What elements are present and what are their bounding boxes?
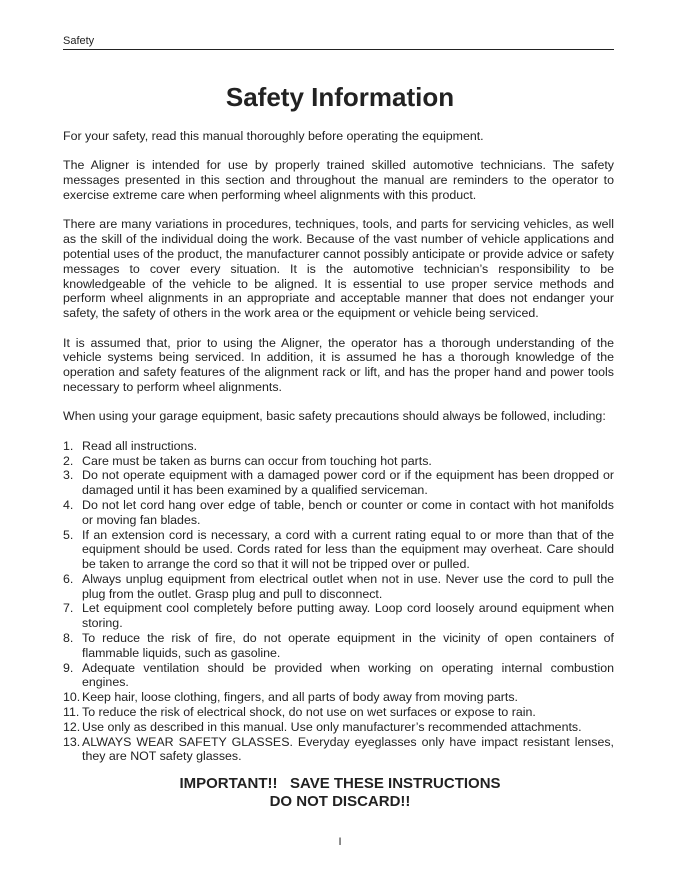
list-item [63, 439, 614, 454]
list-item [63, 572, 614, 602]
list-item [63, 468, 614, 498]
list-item-number: 7. [63, 601, 74, 616]
list-item-text: To reduce the risk of electrical shock, do not use on wet surfaces or expose to rain. [82, 705, 536, 720]
list-item-text: ALWAYS WEAR SAFETY GLASSES. Everyday eyeglasses only have impact resistant lenses, they are NOT safety glasses. [82, 734, 614, 764]
list-item-number: 1. [63, 438, 74, 453]
list-item-text: Do not let cord hang over edge of table, bench or counter or come in contact with hot manifolds or moving fan blades. [82, 497, 614, 527]
list-item-text: Let equipment cool completely before putting away. Loop cord loosely around equipment when storing. [82, 601, 614, 631]
page-title: Safety Information [225, 82, 455, 112]
list-item-number: 3. [63, 468, 74, 483]
list-item-text: Do not operate equipment with a damaged power cord or if the equipment has been dropped or damaged until it has been examined by a qualified serviceman. [82, 468, 614, 498]
list-item-number: 12. [63, 719, 81, 734]
list-item-text: Always unplug equipment from electrical outlet when not in use. Never use the cord to pull the plug from the outlet. Grasp plug and pull to disconnect. [82, 571, 614, 601]
list-item [63, 735, 614, 765]
list-item [63, 454, 614, 469]
list-item-number: 6. [63, 571, 74, 586]
list-item-number: 5. [63, 527, 74, 542]
intended-use-paragraph: The Aligner is intended for use by properly trained skilled automotive technicians. The safety messages presented in this section and throughout the manual are reminders to the operator to exercise extreme care when performing wheel alignments with this product. [63, 158, 614, 202]
important-notice [0, 775, 680, 811]
page-number: I [338, 836, 342, 848]
important-notice-line-1: IMPORTANT!! SAVE THESE INSTRUCTIONS [179, 775, 501, 792]
assumptions-paragraph: It is assumed that, prior to using the Aligner, the operator has a thorough understanding of the vehicle systems being serviced. In addition, it is assumed he has a thorough knowledge of the operation and safety features of the alignment rack or lift, and has the proper hand and power tools necessary to perform wheel alignments. [63, 335, 614, 394]
list-item [63, 690, 614, 705]
precautions-intro-paragraph: When using your garage equipment, basic safety precautions should always be followed, including: [63, 409, 606, 424]
list-item-text: To reduce the risk of fire, do not operate equipment in the vicinity of open containers of flammable liquids, such as gasoline. [82, 631, 614, 660]
list-item-text: Read all instructions. [82, 438, 198, 453]
list-item-number: 2. [63, 453, 74, 468]
list-item-number: 9. [63, 660, 74, 675]
safety-rules-list [63, 439, 614, 765]
running-header [63, 35, 614, 50]
list-item-number: 11. [63, 705, 80, 720]
list-item-number: 4. [63, 497, 74, 512]
intro-paragraph: For your safety, read this manual thoroughly before operating the equipment. [63, 129, 484, 143]
header-section-label: Safety [63, 35, 95, 47]
body-content [63, 129, 614, 764]
important-notice-line-2: DO NOT DISCARD!! [269, 793, 411, 810]
list-item-text: Care must be taken as burns can occur from touching hot parts. [82, 453, 432, 468]
list-item [63, 498, 614, 528]
list-item [63, 720, 614, 735]
list-item-text: Use only as described in this manual. Use only manufacturer’s recommended attachments. [82, 719, 582, 734]
list-item [63, 528, 614, 572]
variations-paragraph: There are many variations in procedures, techniques, tools, and parts for servicing vehicles, as well as the skill of the individual doing the work. Because of the vast number of vehicle applications and potential uses of the product, the manufacturer cannot possibly anticipate or provide advice or safety messages to cover every situation. It is the automotive technician’s responsibility to be knowledgeable of the vehicle to be aligned. It is essential to use proper service methods and perform wheel alignments in an appropriate and acceptable manner that does not endanger your safety, the safety of others in the work area or the equipment or vehicle being serviced. [63, 217, 614, 321]
list-item [63, 601, 614, 631]
list-item-text: If an extension cord is necessary, a cord with a current rating equal to or more than that of the equipment should be used. Cords rated for less than the equipment may overheat. Care should be taken to arrange the cord so that it will not be tripped over or pulled. [82, 527, 614, 572]
list-item [63, 661, 614, 691]
list-item-number: 8. [63, 631, 74, 646]
list-item-text: Keep hair, loose clothing, fingers, and all parts of body away from moving parts. [82, 690, 518, 705]
list-item-number: 10. [63, 690, 81, 705]
list-item-text: Adequate ventilation should be provided when working on operating internal combustion engines. [82, 660, 614, 690]
list-item-number: 13. [63, 734, 81, 749]
list-item [63, 705, 614, 720]
list-item [63, 631, 614, 661]
